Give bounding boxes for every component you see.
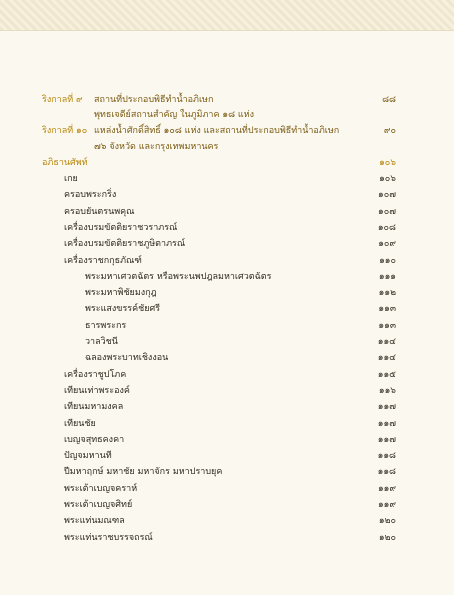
glossary-entry-page: ๑๑๑: [378, 272, 396, 282]
glossary-entry-label: เครื่องราชูปโภค: [64, 370, 127, 380]
toc-chapter10-prefix: ริงกาลที่ ๑๐: [42, 126, 88, 136]
glossary-entry-label: เกย: [64, 174, 78, 184]
toc-chapter9-cont: พุทธเจดีย์สถานสำคัญ ในภูมิภาค ๑๘ แห่ง: [94, 110, 254, 120]
glossary-entry-label: พระแท่นมณฑล: [64, 516, 125, 526]
glossary-entry-page: ๑๑๘: [377, 467, 396, 477]
toc-chapter9-title: สถานที่ประกอบพิธีทำน้ำอภิเษก: [94, 95, 214, 105]
glossary-entry-label: เครื่องบรมขัตติยราชภูษิตาภรณ์: [64, 239, 186, 249]
glossary-entry-label: เทียนเท่าพระองค์: [64, 386, 130, 396]
glossary-entry-page: ๑๑๗: [377, 419, 396, 429]
glossary-entry-label: พระแท่นราชบรรจถรณ์: [64, 533, 153, 543]
glossary-entry-label: ครอบพระกริ่ง: [64, 190, 117, 200]
glossary-entry-page: ๑๐๗: [378, 190, 396, 200]
glossary-entry-page: ๑๒๐: [378, 516, 396, 526]
glossary-entry-page: ๑๐๙: [378, 239, 396, 249]
glossary-entry-page: ๑๑๙: [377, 500, 396, 510]
glossary-entry-page: ๑๐๘: [377, 223, 396, 233]
toc-chapter10-page: ๙๐: [383, 126, 396, 136]
glossary-entry-page: ๑๑๗: [377, 435, 396, 445]
glossary-entry-page: ๑๑๘: [377, 451, 396, 461]
toc-chapter10-title: แหล่งน้ำศักดิ์สิทธิ์ ๑๐๘ แห่ง และสถานที่ประกอบพิธีทำน้ำอภิเษก: [94, 126, 340, 136]
glossary-entry-label: พระมหาเศวตฉัตร หรือพระนพปฎลมหาเศวตฉัตร: [85, 272, 272, 282]
glossary-entry-label: ธารพระกร: [85, 321, 127, 331]
toc-glossary-page: ๑๐๖: [379, 158, 396, 168]
glossary-entry-page: ๑๐๖: [379, 174, 396, 184]
glossary-entry-label: ฉลองพระบาทเชิงงอน: [85, 353, 169, 363]
glossary-entry-page: ๑๑๓: [378, 321, 396, 331]
toc-glossary-title: อภิธานศัพท์: [42, 158, 88, 168]
glossary-entry-label: พระแสงขรรค์ชัยศรี: [85, 304, 161, 314]
glossary-entry-label: เทียนมหามงคล: [64, 402, 124, 412]
toc-chapter10-cont: ๗๖ จังหวัด และกรุงเทพมหานคร: [94, 142, 219, 152]
glossary-entry-label: พระเต้าเบญจศิทย์: [64, 500, 133, 510]
glossary-entry-label: เครื่องราชกกุธภัณฑ์: [64, 256, 142, 266]
glossary-entry-page: ๑๑๖: [378, 386, 396, 396]
toc-chapter9-page: ๘๘: [382, 95, 396, 105]
glossary-entry-label: ปีมหาฤกษ์ มหาชัย มหาจักร มหาปราบยุค: [64, 467, 223, 477]
glossary-entry-label: เทียนชัย: [64, 419, 96, 429]
toc-chapter9-prefix: ริงกาลที่ ๙: [42, 95, 83, 105]
glossary-entry-page: ๑๑๔: [377, 337, 396, 347]
glossary-entry-page: ๑๐๗: [378, 207, 396, 217]
glossary-entry-label: เบญจสุทธคงคา: [64, 435, 125, 445]
glossary-entry-label: ปัญจมหานที: [64, 451, 112, 461]
glossary-entry-label: เครื่องบรมขัตติยราชวราภรณ์: [64, 223, 178, 233]
glossary-entry-page: ๑๑๙: [377, 484, 396, 494]
glossary-entry-page: ๑๑๔: [377, 353, 396, 363]
glossary-entry-label: พระเต้าเบญจคราห์: [64, 484, 138, 494]
glossary-entry-page: ๑๑๒: [378, 288, 396, 298]
glossary-entry-page: ๑๑๗: [377, 402, 396, 412]
glossary-entry-page: ๑๒๐: [378, 533, 396, 543]
glossary-entry-page: ๑๑๕: [377, 370, 396, 380]
glossary-entry-label: วาลวิชนี: [85, 337, 118, 347]
glossary-entry-label: พระมหาพิชัยมงกุฎ: [85, 288, 157, 298]
glossary-entry-page: ๑๑๓: [378, 304, 396, 314]
glossary-entry-label: ครอบยันตรนพคุณ: [64, 207, 135, 217]
glossary-entry-page: ๑๑๐: [379, 256, 396, 266]
